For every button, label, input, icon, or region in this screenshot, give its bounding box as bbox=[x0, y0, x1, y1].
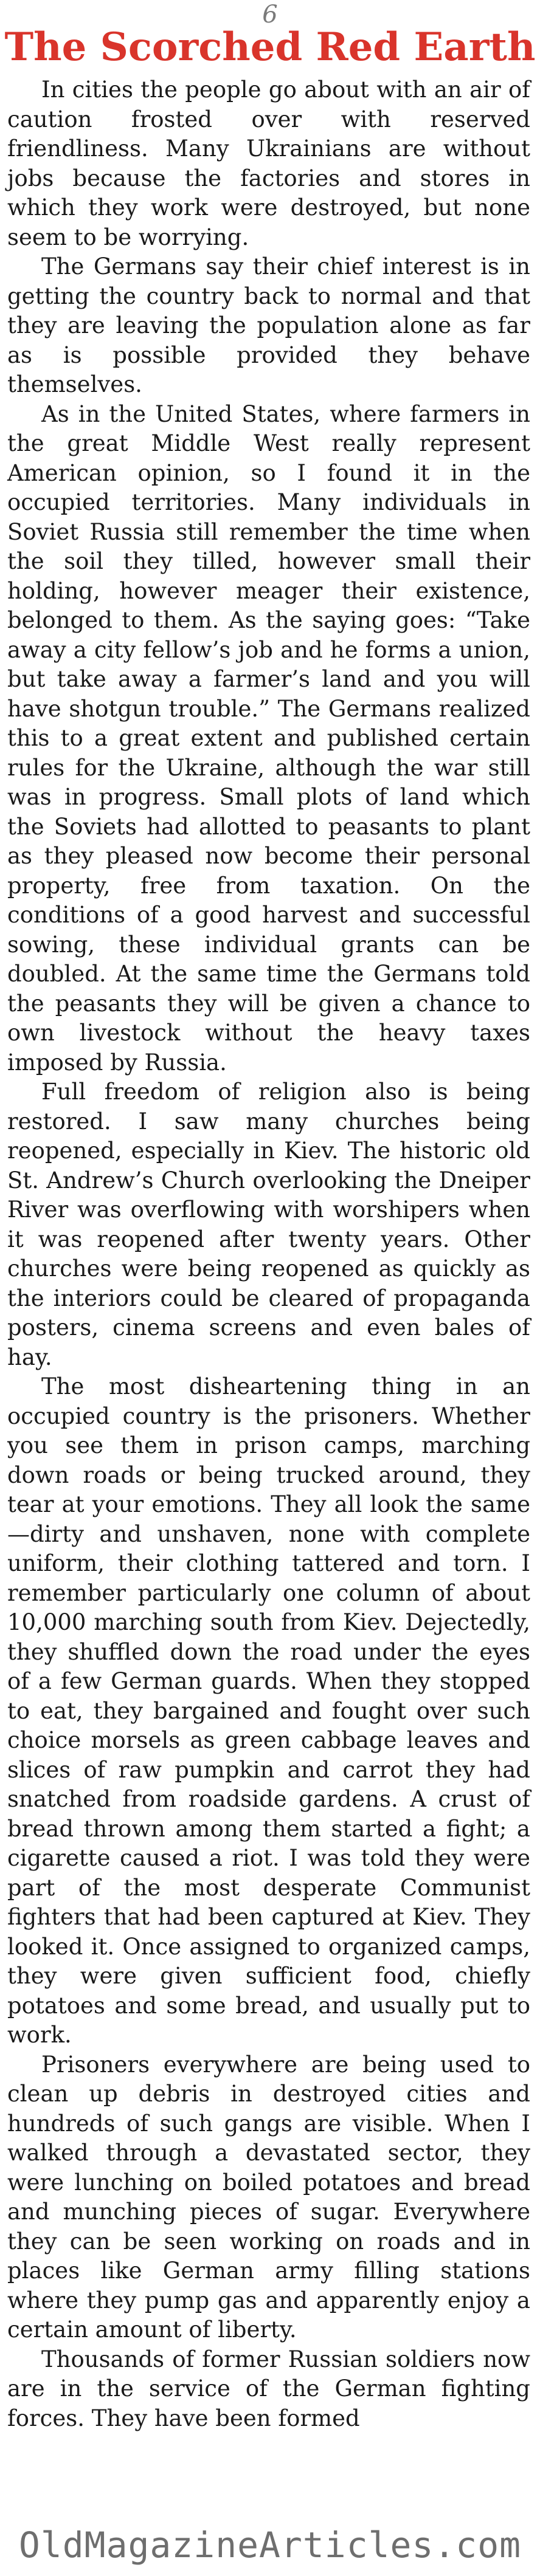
paragraph: Thousands of former Russian soldiers now are in the service of the German fighting forces. They have been formed bbox=[7, 2346, 530, 2431]
paragraph: As in the United States, where farmers in the great Middle West really represent American opinion, so I found it in the occupied territories. Many individuals in Soviet Russia still remember the time when the soil they tilled, however small their holding, however meager their existence, belonged to them. As the saying goes: “Take away a city fellow’s job and he forms a union, but take away a farmer’s land and you will have shotgun trouble.” The Germans realized this to a great extent and published certain rules for the Ukraine, although the war still was in progress. Small plots of land which the Soviets had allotted to peasants to plant as they pleased now become their personal property, free from taxation. On the conditions of a good harvest and successful sowing, these individual grants can be doubled. At the same time the Germans told the peasants they will be given a chance to own livestock without the heavy taxes imposed by Russia. bbox=[7, 400, 530, 1076]
article-body bbox=[7, 75, 530, 2433]
paragraph: The Germans say their chief interest is in getting the country back to normal and that they are leaving the population alone as far as is possible provided they behave themselves. bbox=[7, 253, 530, 397]
article-headline: The Scorched Red Earth bbox=[4, 24, 536, 70]
paragraph: The most disheartening thing in an occupied country is the prisoners. Whether you see them in prison camps, marching down roads or being trucked around, they tear at your emotions. They all look the same—dirty and unshaven, none with complete uniform, their clothing tattered and torn. I remember particularly one column of about 10,000 marching south from Kiev. Dejectedly, they shuffled down the road under the eyes of a few German guards. When they stopped to eat, they bargained and fought over such choice morsels as green cabbage leaves and slices of raw pumpkin and carrot they had snatched from roadside gardens. A crust of bread thrown among them started a fight; a cigarette caused a riot. I was told they were part of the most desperate Communist fighters that had been captured at Kiev. They looked it. Once assigned to organized camps, they were given sufficient food, chiefly potatoes and some bread, and usually put to work. bbox=[7, 1373, 530, 2048]
paragraph: Full freedom of religion also is being restored. I saw many churches being reopened, especially in Kiev. The historic old St. Andrew’s Church overlooking the Dneiper River was overflowing with worshipers when it was reopened after twenty years. Other churches were being reopened as quickly as the interiors could be cleared of propaganda posters, cinema screens and even bales of hay. bbox=[7, 1079, 530, 1370]
page-number: 6 bbox=[262, 1, 278, 29]
paragraph: In cities the people go about with an air of caution frosted over with reserved friendliness. Many Ukrainians are without jobs because the factories and stores in which they work were destroyed, but none seem to be worrying. bbox=[7, 77, 530, 250]
site-watermark: OldMagazineArticles.com bbox=[18, 2524, 522, 2566]
paragraph: Prisoners everywhere are being used to clean up debris in destroyed cities and hundreds of such gangs are visible. When I walked through a devastated sector, they were lunching on boiled potatoes and bread and munching pieces of sugar. Everywhere they can be seen working on roads and in places like German army filling stations where they pump gas and apparently enjoy a certain amount of liberty. bbox=[7, 2051, 530, 2343]
